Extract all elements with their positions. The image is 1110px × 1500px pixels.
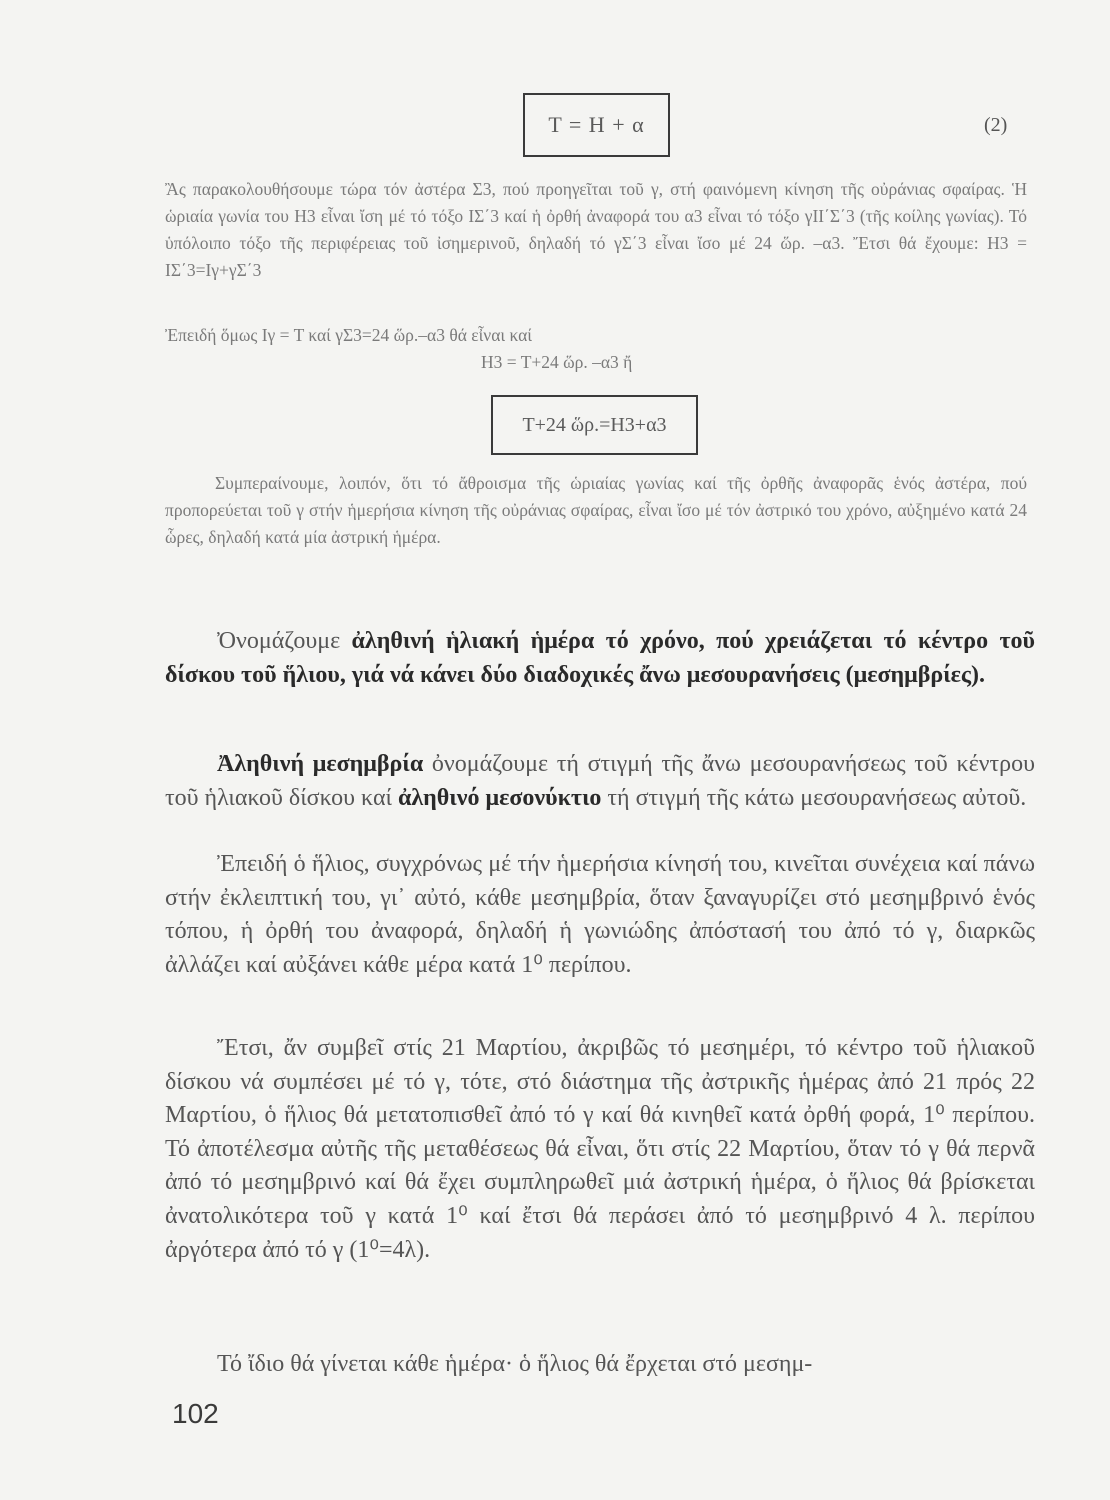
small-paragraph-2: Συμπεραίνουμε, λοιπόν, ὅτι τό ἄθροισμα τῆς ὡριαίας γωνίας καί τῆς ὀρθῆς ἀναφορᾶς ἑνός ἀστέρα, πού προπορεύεται τοῦ γ στήν ἡμερήσια κίνηση τῆς οὐράνιας σφαίρας, εἶναι ἴσο μέ τόν ἀστρικό του χρόνο, αὐξημένο κατά 24 ὧρες, δηλαδή κατά μία ἀστρική ἡμέρα. (165, 473, 1027, 547)
paragraph-4-text: Ἔτσι, ἄν συμβεῖ στίς 21 Μαρτίου, ἀκριβῶς τό μεσημέρι, τό κέντρο τοῦ ἡλιακοῦ δίσκου νά συμπέσει μέ τό γ, τότε, στό διάστημα τῆς ἀστρικῆς ἡμέρας ἀπό 21 πρός 22 Μαρτίου, ὁ ἥλιος θά μετατοπισθεῖ ἀπό τό γ καί θά κινηθεῖ κατά ὀρθή φορά, 1⁰ περίπου. Τό ἀποτέλεσμα αὐτῆς τῆς μεταθέσεως θά εἶναι, ὅτι στίς 22 Μαρτίου, ὅταν τό γ θά περνᾶ ἀπό τό μεσημβρινό καί θά ἔχει συμπληρωθεῖ μιά ἀστρική ἡμέρα, ὁ ἥλιος θά βρίσκεται ἀνατολικότερα τοῦ γ κατά 1⁰ καί ἔτσι θά περάσει ἀπό τό μεσημβρινό 4 λ. περίπου ἀργότερα ἀπό τό γ (1⁰=4λ). (165, 1035, 1035, 1263)
formula-box-2 (491, 395, 698, 455)
definition-true-noon (165, 748, 1035, 815)
paragraph-3 (165, 848, 1035, 982)
paragraph-3-text: Ἐπειδή ὁ ἥλιος, συγχρόνως μέ τήν ἡμερήσια κίνησή του, κινεῖται συνέχεια καί πάνω στήν ἐκλειπτική του, γι᾽ αὐτό, κάθε μεσημβρία, ὅταν ξαναγυρίζει στό μεσημβρινό ἑνός τόπου, ἡ ὀρθή του ἀναφορά, δηλαδή ἡ γωνιώδης ἀπόστασή του ἀπό τό γ, διαρκῶς ἀλλάζει καί αὐξάνει κάθε μέρα κατά 1⁰ περίπου. (165, 851, 1035, 978)
small-line-b: Η3 = Τ+24 ὥρ. –α3 ἤ (481, 352, 633, 372)
def2-bold-midnight: ἀληθινό μεσονύκτιο (397, 784, 602, 811)
formula-2: Τ+24 ὥρ.=Η3+α3 (522, 413, 667, 436)
def2-text-1: ὀνομάζουμε τή στιγμή τῆς ἄνω μεσουρανήσεως τοῦ κέντρου τοῦ ἡλιακοῦ δίσκου καί (165, 751, 1036, 811)
paragraph-4 (165, 1032, 1035, 1267)
small-paragraph-1: Ἂς παρακολουθήσουμε τώρα τόν ἀστέρα Σ3, πού προηγεῖται τοῦ γ, στή φαινόμενη κίνηση τῆς οὐράνιας σφαίρας. Ἡ ὡριαία γωνία του Η3 εἶναι ἴση μέ τό τόξο ΙΣ΄3 καί ἡ ὀρθή ἀναφορά του α3 εἶναι τό τόξο γΙΙ΄Σ΄3 (τῆς κοίλης γωνίας). Τό ὑπόλοιπο τόξο τῆς περιφέρειας τοῦ ἰσημερινοῦ, δηλαδή τό γΣ΄3 εἶναι ἴσο μέ 24 ὥρ. –α3. Ἔτσι θά ἔχουμε: Η3 = ΙΣ΄3=Ιγ+γΣ΄3 (165, 179, 1027, 280)
formula-1: T = H + α (548, 112, 645, 137)
formula-box-1 (523, 93, 670, 157)
small-line-a: Ἐπειδή ὅμως Ιγ = Τ καί γΣ3=24 ὥρ.–α3 θά εἶναι καί (165, 325, 533, 345)
paragraph-5-text: Τό ἴδιο θά γίνεται κάθε ἡμέρα· ὁ ἥλιος θά ἔρχεται στό μεσημ- (217, 1351, 813, 1377)
page-number: 102 (172, 1398, 219, 1429)
def2-text-2: τή στιγμή τῆς κάτω μεσουρανήσεως αὐτοῦ. (601, 784, 1027, 811)
def1-plain: Ὀνομάζουμε (217, 628, 352, 654)
def1-bold: ἀληθινή ἡλιακή ἡμέρα τό χρόνο, πού χρειάζεται τό κέντρο τοῦ δίσκου τοῦ ἥλιου, γιά νά κάνει δύο διαδοχικές ἄνω μεσουρανήσεις (μεσημβρίες). (165, 628, 1035, 688)
equation-number: (2) (984, 114, 1008, 136)
definition-true-solar-day (165, 625, 1035, 692)
def2-bold-noon: Ἀληθινή μεσημβρία (217, 751, 424, 777)
paragraph-5 (165, 1348, 1035, 1382)
